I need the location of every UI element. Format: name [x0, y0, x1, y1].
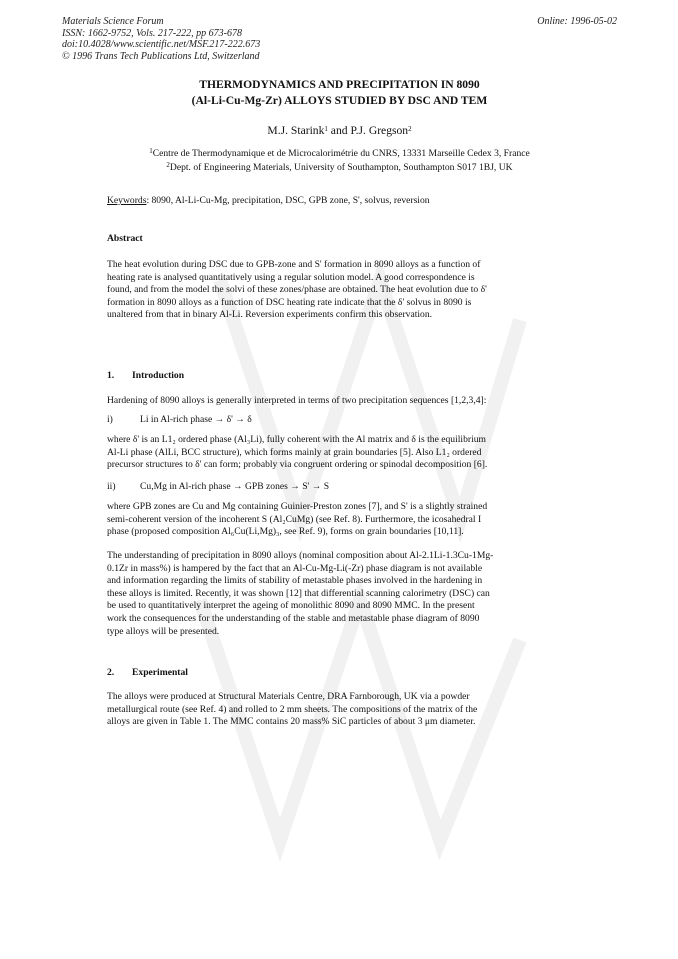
doi-line: doi:10.4028/www.scientific.net/MSF.217-222.673 [62, 39, 261, 51]
journal-header [62, 16, 617, 62]
section-2-heading: 2. Experimental [107, 667, 188, 678]
keywords [107, 195, 577, 206]
experimental-paragraph: The alloys were produced at Structural Materials Centre, DRA Farnborough, UK via a powder metallurgical route (see Ref. 4) and rolled to 2 mm sheets. The compositions of the matrix of the alloys are given in Table 1. The MMC contains 20 mass% SiC particles of about 3 μm diameter. [107, 691, 478, 728]
author-1: M.J. Starink [267, 124, 325, 137]
copyright-line: © 1996 Trans Tech Publications Ltd, Switzerland [62, 50, 260, 62]
section-1-heading: 1. Introduction [107, 370, 185, 381]
abstract-heading: Abstract [107, 233, 143, 244]
author-2-affil-mark: 2 [408, 125, 412, 133]
journal-name: Materials Science Forum [62, 16, 164, 27]
intro-paragraph-1: Hardening of 8090 alloys is generally interpreted in terms of two precipitation sequences [1,2,3,4]: [107, 395, 487, 406]
affiliation-1: $^1$Centre de Thermodynamique et de Microcalorimétrie du CNRS, 13331 Marseille Cedex 3, France [149, 147, 530, 159]
author-list [62, 124, 617, 137]
intro-paragraph-3: where GPB zones are Cu and Mg containing Guinier-Preston zones [7], and S' is a slightly strained semi-coherent version of the incoherent S (Al₂CuMg) (see Ref. 8). Furthermore, the icosahedral I phase (proposed composition Al₆Cu(Li,Mg)₃, see Ref. 9), forms on grain boundaries [10,11]. [107, 501, 488, 538]
intro-paragraph-2: where δ' is an L1₂ ordered phase (Al₃Li), fully coherent with the Al matrix and δ is the equilibrium Al-Li phase (AlLi, BCC structure), which forms mainly at grain boundaries [5]. Also L1₂ ordered precursor structures to δ' can form; probably via congruent ordering or spinodal decomposition [6]. [107, 434, 488, 471]
author-2: P.J. Gregson [350, 124, 409, 137]
keywords-label: Keywords [107, 195, 147, 206]
author-separator: and [327, 124, 351, 137]
sequence-1: i) Li in Al-rich phase → δ' → δ [107, 414, 252, 425]
abstract-body: The heat evolution during DSC due to GPB-zone and S' formation in 8090 alloys as a function of heating rate is analysed quantitatively using a regular solution model. A good correspondence is found, and from the model the solvi of these zones/phase are obtained. The heat evolution due to δ' formation in 8090 alloys as a function of DSC heating rate indicate that the δ' solvus in 8090 is unaltered from that in binary Al-Li. Reversion experiments confirm this observation. [107, 259, 487, 321]
keywords-text: : 8090, Al-Li-Cu-Mg, precipitation, DSC, GPB zone, S', solvus, reversion [146, 195, 430, 206]
intro-paragraph-4: The understanding of precipitation in 8090 alloys (nominal composition about Al-2.1Li-1.3Cu-1Mg- 0.1Zr in mass%) is hampered by the fact that an Al-Cu-Mg-Li(-Zr) phase diagram is not available and information regarding the limits of stability of metastable phases involved in the hardening in these alloys is limited. Recently, it was shown [12] that differential scanning calorimetry (DSC) can be used to quantitatively interpret the ageing of monolithic 8090 and 8090 MMC. In the present work the consequences for the understanding of the stable and metastable phase diagram of 8090 type alloys will be presented. [107, 550, 494, 637]
affiliation-2: $^2$Dept. of Engineering Materials, University of Southampton, Southampton S017 1BJ, UK [166, 160, 513, 173]
title-line-1: THERMODYNAMICS AND PRECIPITATION IN 8090 [199, 78, 480, 91]
title-line-2: (Al-Li-Cu-Mg-Zr) ALLOYS STUDIED BY DSC AND TEM [191, 94, 488, 107]
author-1-affil-mark: 1 [324, 125, 328, 133]
sequence-2: ii) Cu,Mg in Al-rich phase → GPB zones → S' → S [107, 481, 330, 492]
issn-line: ISSN: 1662-9752, Vols. 217-222, pp 673-678 [62, 27, 242, 39]
online-date: Online: 1996-05-02 [537, 16, 617, 27]
affiliations [62, 147, 617, 174]
paper-title [62, 77, 617, 109]
